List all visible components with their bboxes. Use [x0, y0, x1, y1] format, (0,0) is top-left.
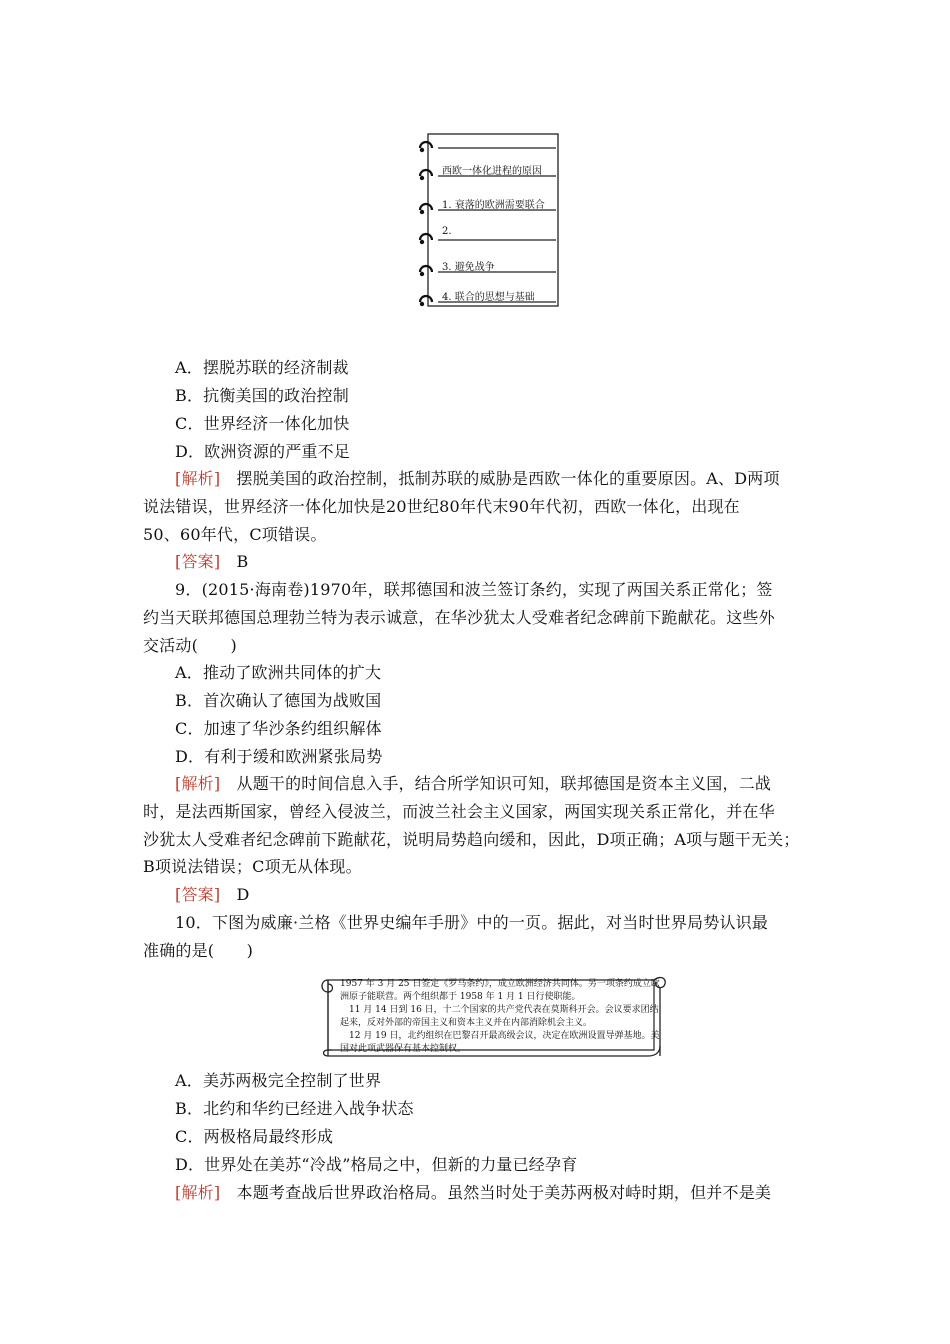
q9-option-a: A．推动了欧洲共同体的扩大 — [175, 663, 382, 682]
q8-analysis-line-1 — [0, 464, 950, 494]
q8-option-b: B．抗衡美国的政治控制 — [175, 386, 349, 405]
notebook-item-1: 1. 衰落的欧洲需要联合 — [442, 200, 545, 211]
q9-option-b: B．首次确认了德国为战败国 — [175, 691, 382, 710]
q8-option-c: C．世界经济一体化加快 — [175, 414, 350, 433]
q8-analysis-text-1: 摆脱美国的政治控制，抵制苏联的威胁是西欧一体化的重要原因。A、D两项 — [220, 469, 780, 488]
q8-analysis-tag: [解析] — [175, 469, 221, 488]
q9-answer-line — [0, 880, 950, 910]
q8-analysis-line-3: 50、60年代，C项错误。 — [143, 525, 327, 544]
q10-analysis-tag: [解析] — [175, 1183, 221, 1202]
q10-option-c: C．两极格局最终形成 — [175, 1127, 334, 1146]
q8-answer-value: B — [220, 552, 249, 571]
scroll-line-5: 12 月 19 日，北约组织在巴黎召开最高级会议，决定在欧洲设置导弹基地。美 — [340, 1031, 660, 1041]
q10-analysis-text-1: 本题考查战后世界政治格局。虽然当时处于美苏两极对峙时期，但并不是美 — [220, 1183, 772, 1202]
q8-analysis-line-2: 说法错误，世界经济一体化加快是20世纪80年代末90年代初，西欧一体化，出现在 — [143, 497, 740, 516]
q10-stem-line-2: 准确的是( ) — [143, 941, 254, 960]
notebook-title: 西欧一体化进程的原因 — [442, 166, 542, 177]
notebook-item-3: 3. 避免战争 — [442, 262, 495, 273]
q9-analysis-text-1: 从题干的时间信息入手，结合所学知识可知，联邦德国是资本主义国，二战 — [220, 774, 772, 793]
q9-analysis-line-1 — [0, 769, 950, 799]
scroll-figure — [318, 970, 670, 1062]
q10-option-b: B．北约和华约已经进入战争状态 — [175, 1099, 414, 1118]
scroll-line-3: 11 月 14 日到 16 日，十二个国家的共产党代表在莫斯科开会。会议要求团结 — [340, 1005, 659, 1015]
q9-stem-line-1: 9．(2015·海南卷)1970年，联邦德国和波兰签订条约，实现了两国关系正常化；签 — [175, 580, 773, 599]
q9-answer-tag: [答案] — [175, 885, 221, 904]
q9-stem-line-2: 约当天联邦德国总理勃兰特为表示诚意，在华沙犹太人受难者纪念碑前下跪献花。这些外 — [143, 608, 775, 627]
q9-option-c: C．加速了华沙条约组织解体 — [175, 719, 382, 738]
q10-stem-line-1: 10．下图为威廉·兰格《世界史编年手册》中的一页。据此，对当时世界局势认识最 — [175, 913, 769, 932]
scroll-line-4: 起来，反对外部的帝国主义和资本主义并在内部消除机会主义。 — [340, 1018, 593, 1028]
q10-option-a: A．美苏两极完全控制了世界 — [175, 1071, 382, 1090]
scroll-line-2: 洲原子能联营。两个组织都于 1958 年 1 月 1 日行使职能。 — [340, 992, 581, 1002]
q9-answer-value: D — [220, 885, 250, 904]
q8-option-d: D．欧洲资源的严重不足 — [175, 442, 351, 461]
q8-option-a: A．摆脱苏联的经济制裁 — [175, 358, 349, 377]
q8-answer-tag: [答案] — [175, 552, 221, 571]
q9-analysis-tag: [解析] — [175, 774, 221, 793]
q9-analysis-line-4: B项说法错误；C项无从体现。 — [143, 857, 362, 876]
q9-analysis-line-2: 时，是法西斯国家，曾经入侵波兰，而波兰社会主义国家，两国实现关系正常化，并在华 — [143, 802, 775, 821]
q9-stem-line-3: 交活动( ) — [143, 636, 237, 655]
notebook-figure — [418, 132, 563, 310]
scroll-line-1: 1957 年 3 月 25 日签定《罗马条约》，成立欧洲经济共同体。另一项条约成立欧 — [340, 979, 660, 989]
q8-answer-line — [0, 547, 950, 577]
q10-analysis-line-1 — [0, 1178, 950, 1208]
notebook-drawing — [418, 132, 563, 310]
notebook-item-2: 2. — [442, 226, 452, 237]
q10-option-d: D．世界处在美苏“冷战”格局之中，但新的力量已经孕育 — [175, 1155, 578, 1174]
notebook-item-4: 4. 联合的思想与基础 — [442, 292, 535, 303]
q9-option-d: D．有利于缓和欧洲紧张局势 — [175, 747, 383, 766]
q9-analysis-line-3: 沙犹太人受难者纪念碑前下跪献花，说明局势趋向缓和，因此，D项正确；A项与题干无关； — [143, 830, 800, 849]
scroll-line-6: 国对此项武器保有基本控制权。 — [340, 1044, 467, 1054]
